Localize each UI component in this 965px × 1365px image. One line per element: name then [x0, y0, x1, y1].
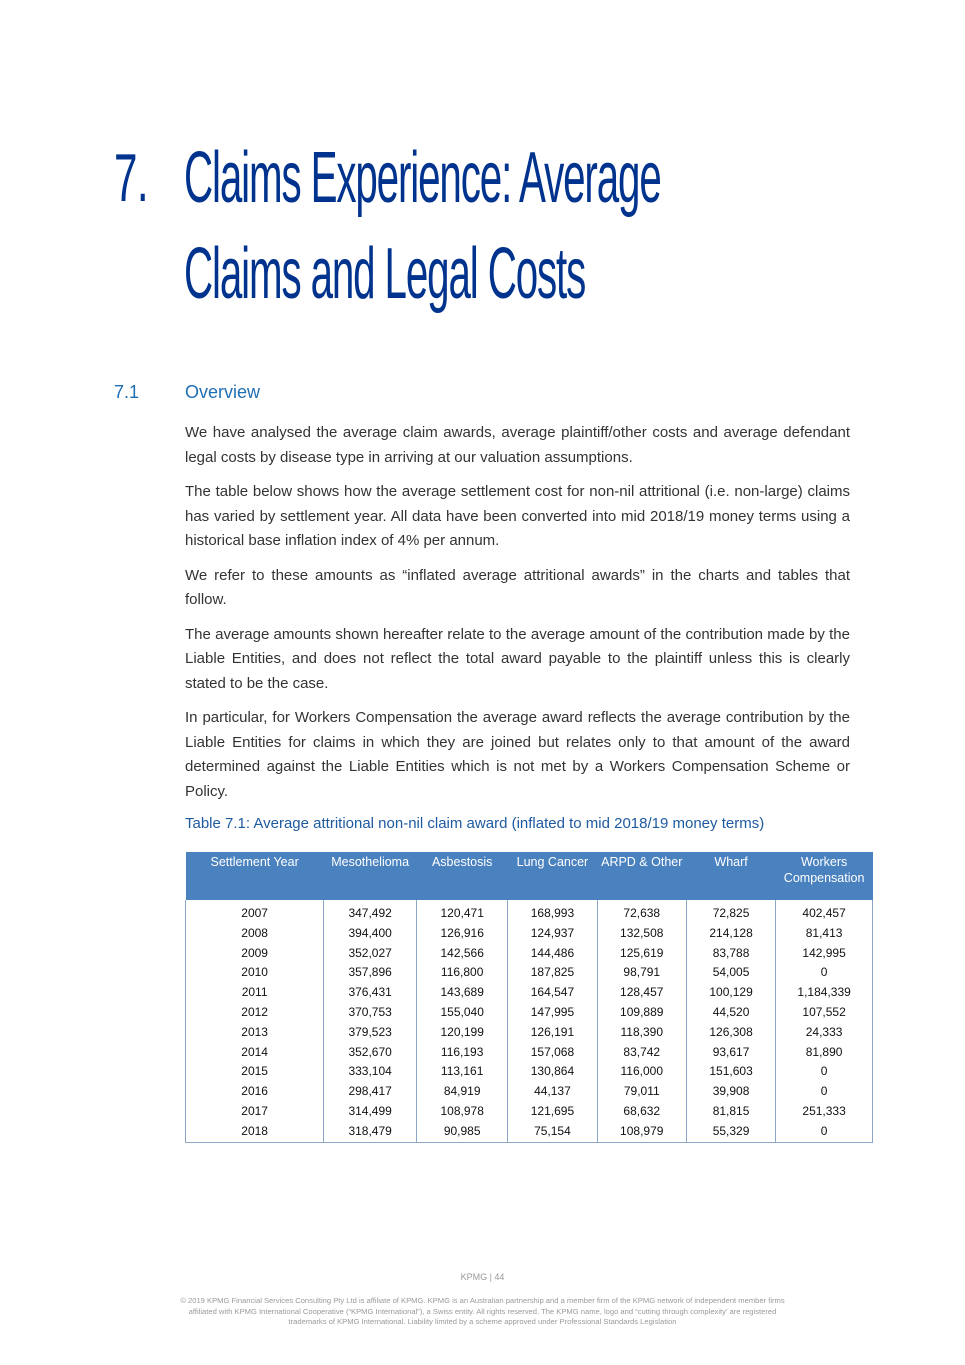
- settlement-year-cell: 2013: [186, 1023, 324, 1043]
- award-value-cell: 75,154: [508, 1122, 597, 1142]
- award-value-cell: 116,000: [597, 1062, 686, 1082]
- table-row: [186, 1122, 873, 1142]
- award-value-cell: 164,547: [508, 983, 597, 1003]
- award-value-cell: 318,479: [324, 1122, 417, 1142]
- award-value-cell: 370,753: [324, 1003, 417, 1023]
- award-value-cell: 168,993: [508, 900, 597, 924]
- paragraph: We have analysed the average claim awards, average plaintiff/other costs and average defendant legal costs by disease type in arriving at our valuation assumptions.: [185, 424, 850, 466]
- award-value-cell: 142,995: [776, 944, 873, 964]
- settlement-year-cell: 2012: [186, 1003, 324, 1023]
- settlement-year-cell: 2010: [186, 963, 324, 983]
- legal-notice-line: © 2019 KPMG Financial Services Consulting Pty Ltd is affiliate of KPMG. KPMG is an Australian partnership and a member firm of the KPMG network of independent member firms: [180, 1296, 785, 1305]
- settlement-year-cell: 2008: [186, 924, 324, 944]
- table-row: [186, 1003, 873, 1023]
- award-value-cell: 298,417: [324, 1082, 417, 1102]
- legal-notice-line: trademarks of KPMG International. Liability limited by a scheme approved under Professional Standards Legislation: [288, 1317, 677, 1326]
- settlement-year-cell: 2009: [186, 944, 324, 964]
- chapter-title-line-1: Claims Experience: Average: [184, 138, 661, 218]
- award-value-cell: 113,161: [417, 1062, 508, 1082]
- award-value-cell: 128,457: [597, 983, 686, 1003]
- table-row: [186, 983, 873, 1003]
- award-value-cell: 352,027: [324, 944, 417, 964]
- award-value-cell: 142,566: [417, 944, 508, 964]
- award-value-cell: 333,104: [324, 1062, 417, 1082]
- legal-notice-line: affiliated with KPMG International Cooperative (“KPMG International”), a Swiss entity. All rights reserved. The KPMG name, logo and “cutting through complexity’ are registered: [188, 1306, 777, 1316]
- award-value-cell: 44,137: [508, 1082, 597, 1102]
- table-row: [186, 900, 873, 924]
- award-value-cell: 187,825: [508, 963, 597, 983]
- table-row: [186, 1082, 873, 1102]
- column-header-mesothelioma: Mesothelioma: [324, 852, 417, 900]
- table-header-row: [186, 852, 873, 900]
- award-value-cell: 126,191: [508, 1023, 597, 1043]
- award-value-cell: 1,184,339: [776, 983, 873, 1003]
- award-value-cell: 81,890: [776, 1043, 873, 1063]
- award-value-cell: 314,499: [324, 1102, 417, 1122]
- award-value-cell: 147,995: [508, 1003, 597, 1023]
- column-header-wharf: Wharf: [686, 852, 775, 900]
- chapter-heading-line-2: [114, 234, 874, 330]
- award-value-cell: 151,603: [686, 1062, 775, 1082]
- claims-award-table: [185, 852, 873, 1143]
- award-value-cell: 108,979: [597, 1122, 686, 1142]
- award-value-cell: 0: [776, 963, 873, 983]
- body-text: [185, 421, 850, 814]
- chapter-heading-line-1: [114, 138, 874, 234]
- award-value-cell: 81,413: [776, 924, 873, 944]
- column-header-asbestosis: Asbestosis: [417, 852, 508, 900]
- award-value-cell: 39,908: [686, 1082, 775, 1102]
- table-row: [186, 963, 873, 983]
- award-value-cell: 379,523: [324, 1023, 417, 1043]
- paragraph: We refer to these amounts as “inflated average attritional awards” in the charts and tables that follow.: [185, 566, 850, 608]
- page-number: KPMG | 44: [460, 1272, 505, 1282]
- award-value-cell: 81,815: [686, 1102, 775, 1122]
- paragraph: The table below shows how the average settlement cost for non-nil attritional (i.e. non-large) claims has varied by settlement year. All data have been converted into mid 2018/19 money terms using a historical base inflation index of 4% per annum.: [185, 483, 850, 549]
- award-value-cell: 72,825: [686, 900, 775, 924]
- table-row: [186, 1102, 873, 1122]
- chapter-number: 7.: [114, 140, 148, 216]
- table-body: [186, 900, 873, 1142]
- award-value-cell: 100,129: [686, 983, 775, 1003]
- award-value-cell: 357,896: [324, 963, 417, 983]
- award-value-cell: 24,333: [776, 1023, 873, 1043]
- award-value-cell: 55,329: [686, 1122, 775, 1142]
- award-value-cell: 132,508: [597, 924, 686, 944]
- award-value-cell: 118,390: [597, 1023, 686, 1043]
- legal-notice: [120, 1296, 845, 1328]
- chapter-title-line-2: Claims and Legal Costs: [184, 234, 586, 314]
- award-value-cell: 126,916: [417, 924, 508, 944]
- award-value-cell: 125,619: [597, 944, 686, 964]
- award-value-cell: 124,937: [508, 924, 597, 944]
- award-value-cell: 402,457: [776, 900, 873, 924]
- award-value-cell: 84,919: [417, 1082, 508, 1102]
- table-row: [186, 924, 873, 944]
- table-row: [186, 1062, 873, 1082]
- award-value-cell: 109,889: [597, 1003, 686, 1023]
- award-value-cell: 44,520: [686, 1003, 775, 1023]
- award-value-cell: 126,308: [686, 1023, 775, 1043]
- award-value-cell: 83,742: [597, 1043, 686, 1063]
- award-value-cell: 144,486: [508, 944, 597, 964]
- settlement-year-cell: 2018: [186, 1122, 324, 1142]
- table-row: [186, 944, 873, 964]
- chapter-heading: [114, 138, 874, 314]
- settlement-year-cell: 2015: [186, 1062, 324, 1082]
- award-value-cell: 107,552: [776, 1003, 873, 1023]
- column-header-settlement-year: Settlement Year: [186, 852, 324, 900]
- award-value-cell: 121,695: [508, 1102, 597, 1122]
- award-value-cell: 0: [776, 1122, 873, 1142]
- paragraph: In particular, for Workers Compensation the average award reflects the average contribution by the Liable Entities for claims in which they are joined but relates only to that amount of the award determined against the Liable Entities which is not met by a Workers Compensation Scheme or Policy.: [185, 709, 850, 800]
- award-value-cell: 116,800: [417, 963, 508, 983]
- award-value-cell: 0: [776, 1062, 873, 1082]
- settlement-year-cell: 2016: [186, 1082, 324, 1102]
- section-number: 7.1: [114, 382, 140, 402]
- award-value-cell: 376,431: [324, 983, 417, 1003]
- award-value-cell: 98,791: [597, 963, 686, 983]
- award-value-cell: 130,864: [508, 1062, 597, 1082]
- table-row: [186, 1043, 873, 1063]
- paragraph: The average amounts shown hereafter relate to the average amount of the contribution made by the Liable Entities, and does not reflect the total award payable to the plaintiff unless this is clearly stated to be the case.: [185, 625, 850, 692]
- award-value-cell: 120,471: [417, 900, 508, 924]
- table-caption: Table 7.1: Average attritional non-nil claim award (inflated to mid 2018/19 money terms): [185, 815, 765, 832]
- award-value-cell: 347,492: [324, 900, 417, 924]
- column-header-lung-cancer: Lung Cancer: [508, 852, 597, 900]
- award-value-cell: 83,788: [686, 944, 775, 964]
- award-value-cell: 155,040: [417, 1003, 508, 1023]
- award-value-cell: 251,333: [776, 1102, 873, 1122]
- settlement-year-cell: 2007: [186, 900, 324, 924]
- award-value-cell: 352,670: [324, 1043, 417, 1063]
- section-heading: [114, 380, 260, 404]
- award-value-cell: 0: [776, 1082, 873, 1102]
- award-value-cell: 79,011: [597, 1082, 686, 1102]
- award-value-cell: 90,985: [417, 1122, 508, 1142]
- award-value-cell: 214,128: [686, 924, 775, 944]
- award-value-cell: 143,689: [417, 983, 508, 1003]
- award-value-cell: 108,978: [417, 1102, 508, 1122]
- award-value-cell: 394,400: [324, 924, 417, 944]
- award-value-cell: 54,005: [686, 963, 775, 983]
- table-row: [186, 1023, 873, 1043]
- award-value-cell: 68,632: [597, 1102, 686, 1122]
- column-header-workers-compensation: Workers Compensation: [776, 852, 873, 900]
- settlement-year-cell: 2017: [186, 1102, 324, 1122]
- award-value-cell: 120,199: [417, 1023, 508, 1043]
- award-value-cell: 157,068: [508, 1043, 597, 1063]
- award-value-cell: 116,193: [417, 1043, 508, 1063]
- award-value-cell: 93,617: [686, 1043, 775, 1063]
- award-value-cell: 72,638: [597, 900, 686, 924]
- settlement-year-cell: 2014: [186, 1043, 324, 1063]
- section-title: Overview: [185, 382, 261, 402]
- column-header-arpd-other: ARPD & Other: [597, 852, 686, 900]
- settlement-year-cell: 2011: [186, 983, 324, 1003]
